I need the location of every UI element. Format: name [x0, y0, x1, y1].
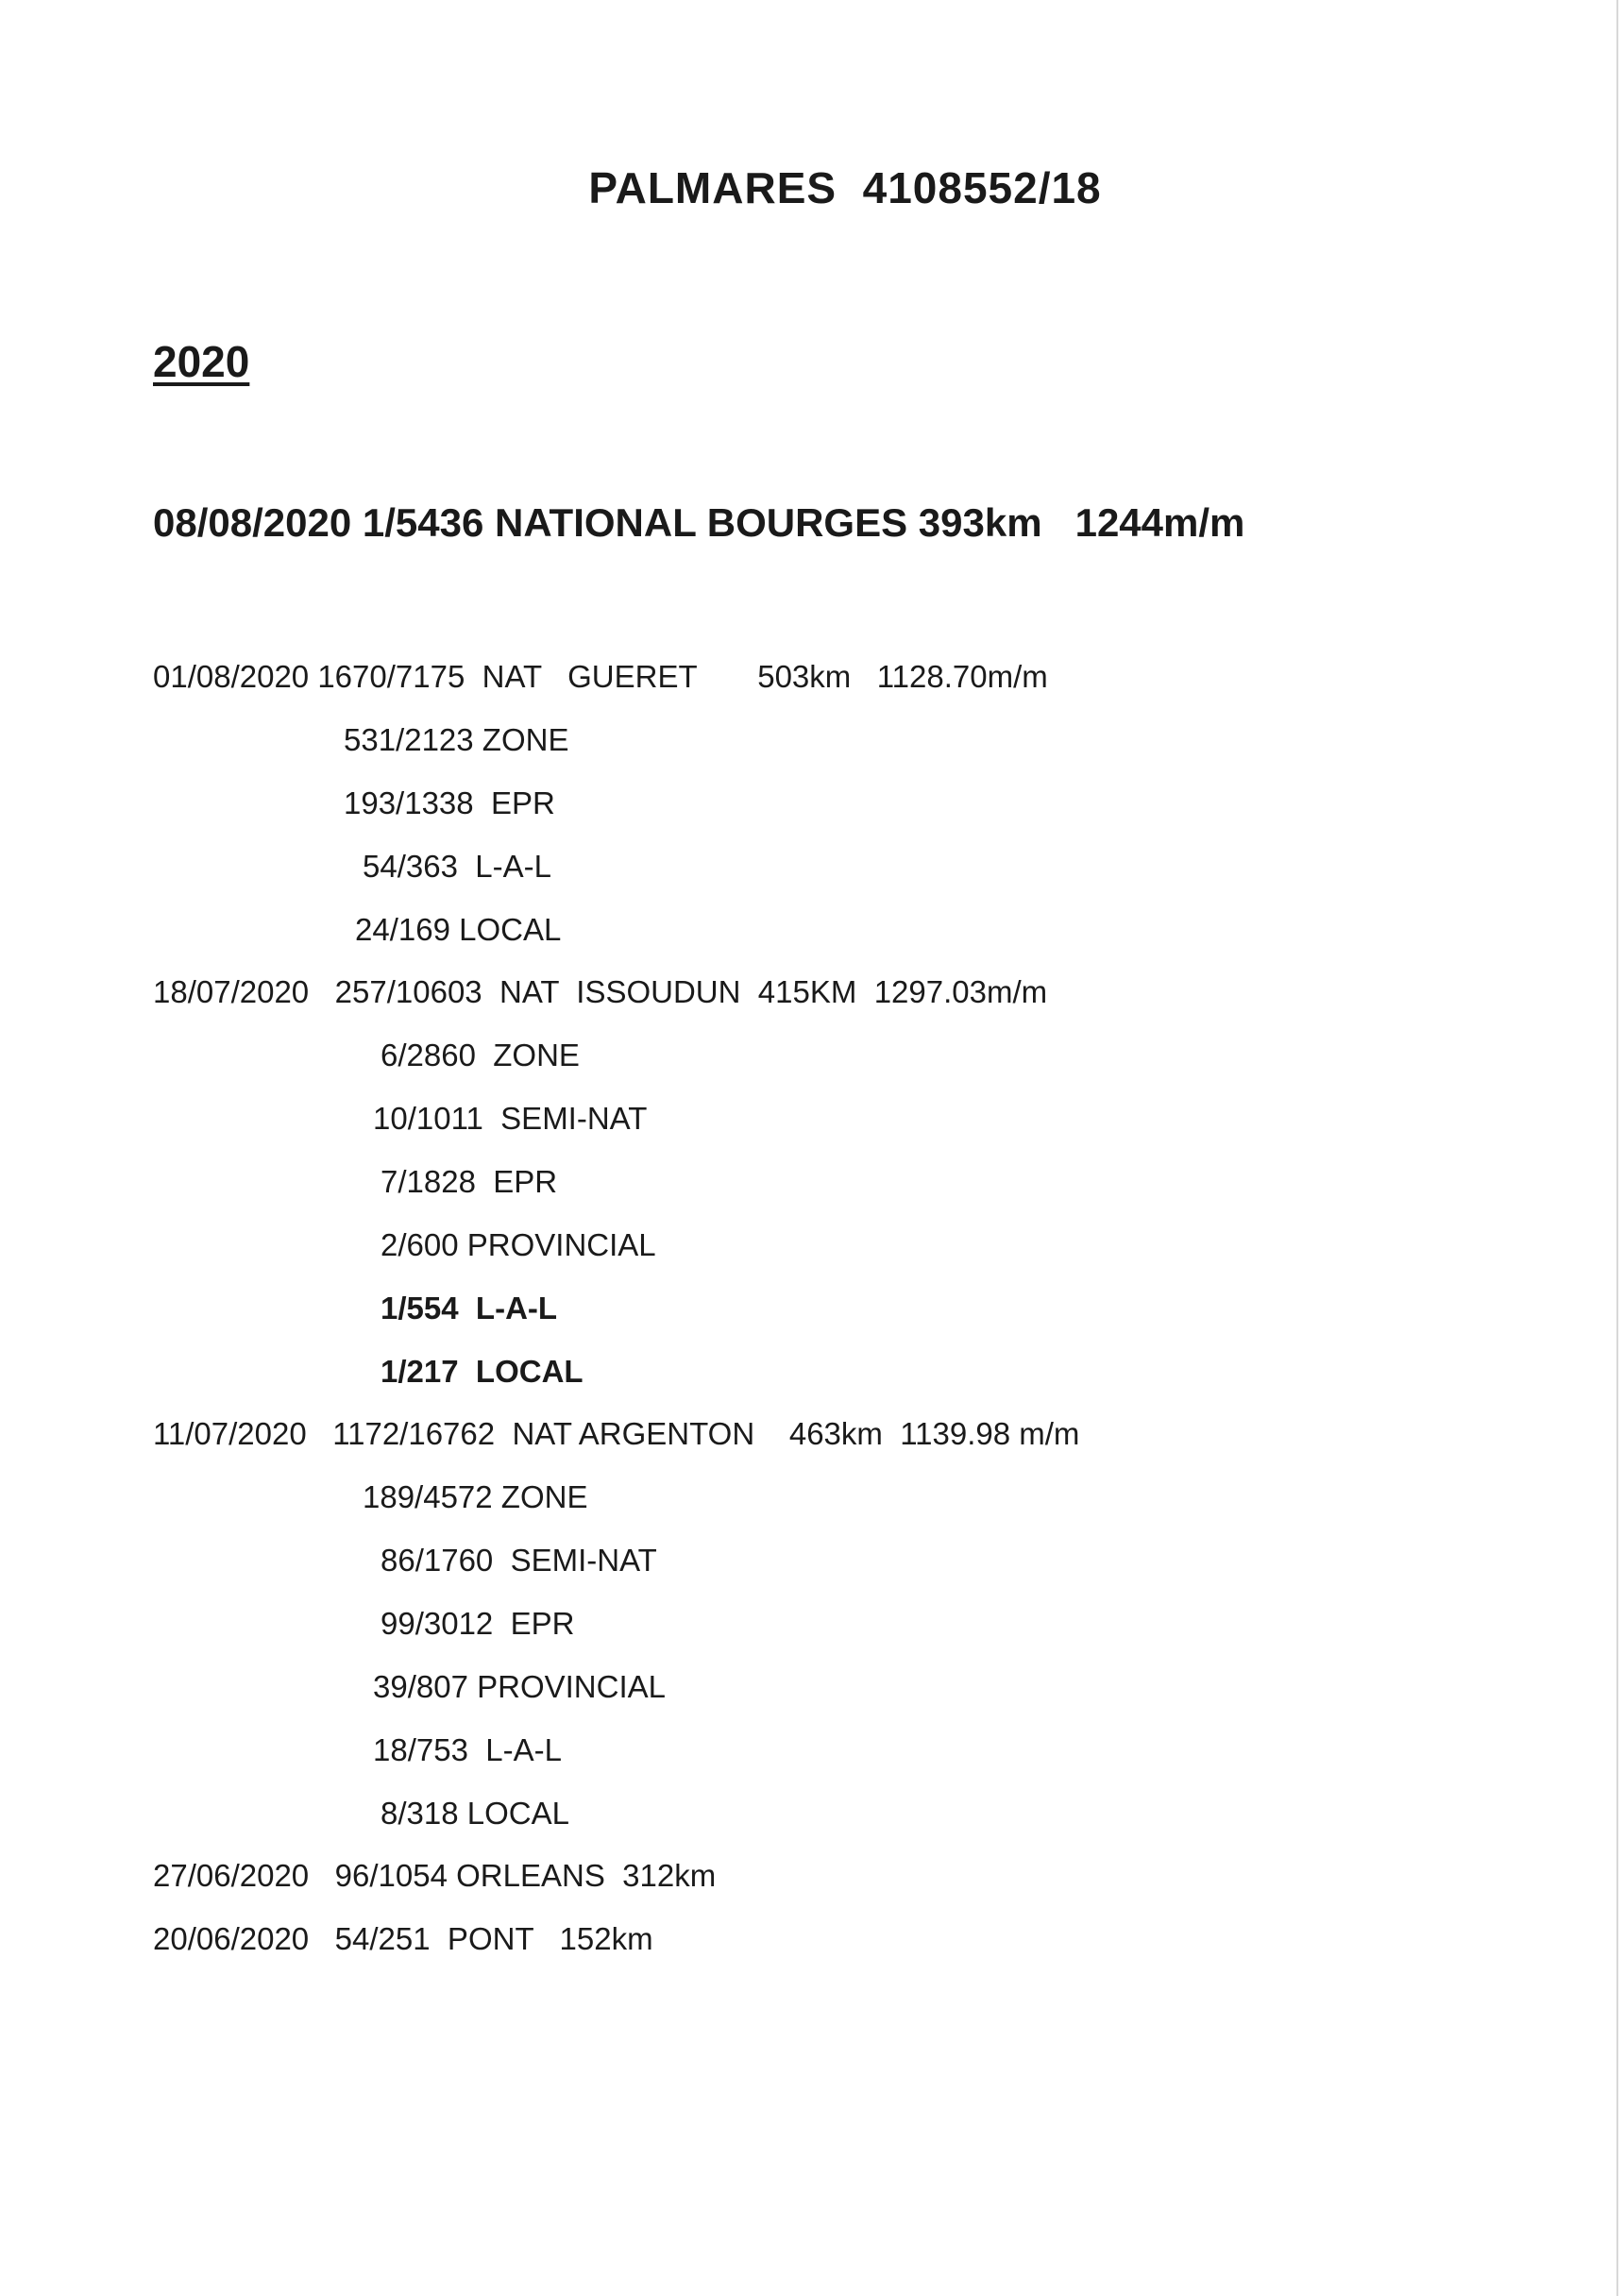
- result-line: 11/07/2020 1172/16762 NAT ARGENTON 463km 1139.98 m/m: [153, 1416, 1080, 1451]
- result-line: 193/1338 EPR: [344, 785, 555, 820]
- headline-result: 08/08/2020 1/5436 NATIONAL BOURGES 393km 1244m/m: [153, 500, 1245, 545]
- result-line-highlight: 1/554 L-A-L: [381, 1291, 558, 1325]
- result-line: 8/318 LOCAL: [381, 1796, 569, 1831]
- year-heading: 2020: [153, 337, 250, 386]
- result-line: 24/169 LOCAL: [355, 912, 562, 947]
- result-line-highlight: 1/217 LOCAL: [381, 1354, 584, 1389]
- result-line: 18/07/2020 257/10603 NAT ISSOUDUN 415KM 1297.03m/m: [153, 974, 1048, 1009]
- result-line: 189/4572 ZONE: [363, 1479, 588, 1514]
- result-line: 20/06/2020 54/251 PONT 152km: [153, 1921, 653, 1956]
- result-line: 99/3012 EPR: [381, 1606, 575, 1641]
- result-line: 27/06/2020 96/1054 ORLEANS 312km: [153, 1858, 717, 1893]
- result-line: 39/807 PROVINCIAL: [373, 1669, 666, 1704]
- result-line: 54/363 L-A-L: [363, 849, 551, 884]
- document-title: PALMARES 4108552/18: [588, 163, 1102, 212]
- result-line: 6/2860 ZONE: [381, 1038, 580, 1072]
- result-line: 18/753 L-A-L: [373, 1732, 562, 1767]
- result-line: 2/600 PROVINCIAL: [381, 1227, 656, 1262]
- result-line: 531/2123 ZONE: [344, 722, 569, 757]
- result-line: 7/1828 EPR: [381, 1164, 558, 1199]
- result-line: 86/1760 SEMI-NAT: [381, 1543, 657, 1578]
- result-line: 10/1011 SEMI-NAT: [373, 1101, 648, 1136]
- result-line: 01/08/2020 1670/7175 NAT GUERET 503km 1128.70m/m: [153, 659, 1048, 694]
- scan-edge-line: [1616, 0, 1618, 2296]
